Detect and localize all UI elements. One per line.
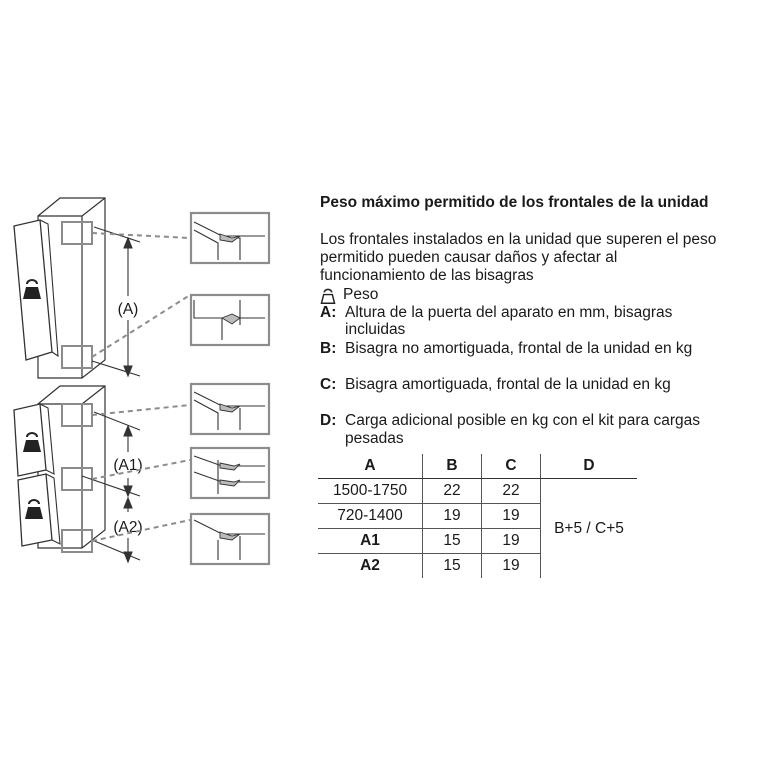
intro-line-1: Los frontales instalados en la unidad que superen el peso [320, 231, 717, 248]
header-b: B [423, 454, 482, 479]
definition-c-line-1: Bisagra amortiguada, frontal de la unidad en kg [345, 376, 671, 393]
cell-a: 1500-1750 [318, 479, 423, 504]
cell-a: A1 [318, 529, 423, 554]
cell-b: 22 [423, 479, 482, 504]
cell-c: 22 [482, 479, 541, 504]
cell-b: 19 [423, 504, 482, 529]
table-header-row [318, 454, 637, 479]
single-door-appliance [14, 198, 105, 378]
definition-key-b: B: [320, 340, 337, 357]
definition-d-line-2: pesadas [345, 430, 404, 447]
weight-label: Peso [343, 286, 379, 303]
cell-c: 19 [482, 529, 541, 554]
definition-key-a: A: [320, 304, 337, 321]
cell-a: A2 [360, 557, 380, 574]
header-c: C [482, 454, 541, 479]
hinge-detail-2 [191, 295, 269, 345]
callout-lines [92, 233, 190, 541]
weights-table [318, 454, 637, 578]
definition-d-line-1: Carga adicional posible en kg con el kit para cargas [345, 412, 700, 429]
definition-a-line-1: Altura de la puerta del aparato en mm, bisagras [345, 304, 673, 321]
hinge-detail-5 [191, 514, 269, 564]
header-d: D [541, 454, 638, 479]
header-a: A [318, 454, 423, 479]
cell-c: 19 [482, 504, 541, 529]
label-a: (A) [117, 301, 139, 318]
cell-b: 15 [423, 554, 482, 579]
cell-b: 15 [423, 529, 482, 554]
two-door-appliance [14, 386, 105, 552]
definition-key-d: D: [320, 412, 337, 429]
hinge-detail-4 [191, 448, 269, 498]
definition-key-c: C: [320, 376, 337, 393]
cell-c: 19 [482, 554, 541, 579]
table-row [318, 479, 637, 504]
section-title: Peso máximo permitido de los frontales de la unidad [320, 194, 709, 211]
label-a2: (A2) [113, 519, 143, 536]
cell-d: B+5 / C+5 [541, 479, 638, 579]
label-a1: (A1) [113, 457, 143, 474]
weight-icon [320, 288, 336, 304]
definition-a-line-2: incluidas [345, 321, 406, 338]
cell-a: 720-1400 [318, 504, 423, 529]
intro-line-3: funcionamiento de las bisagras [320, 267, 534, 284]
intro-line-2: permitido pueden causar daños y afectar al [320, 249, 618, 266]
definition-b-line-1: Bisagra no amortiguada, frontal de la unidad en kg [345, 340, 693, 357]
hinge-diagram [0, 0, 300, 600]
hinge-detail-1 [191, 213, 269, 263]
hinge-detail-3 [191, 384, 269, 434]
